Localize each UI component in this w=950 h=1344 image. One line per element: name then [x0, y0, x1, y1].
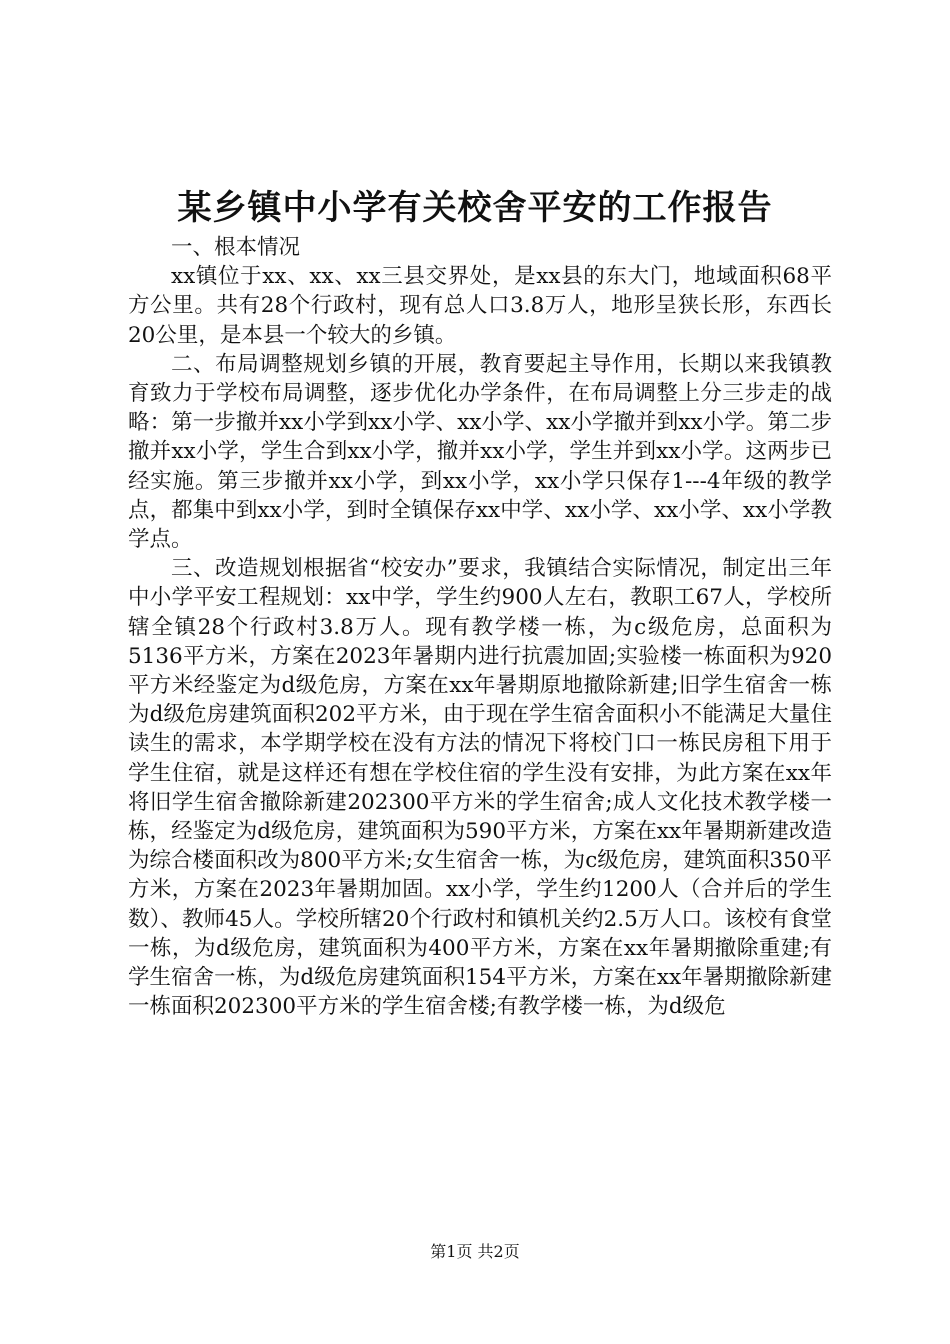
- paragraph-town-overview: xx镇位于xx、xx、xx三县交界处，是xx县的东大门，地域面积68平方公里。共有28个行政村，现有总人口3.8万人，地形呈狭长形，东西长20公里，是本县一个较大的乡镇。: [128, 264, 832, 348]
- document-body: [128, 233, 832, 1021]
- section-heading-basic-situation: 一、根本情况: [171, 235, 301, 260]
- paragraph-layout-adjustment: 二、布局调整规划乡镇的开展，教育要起主导作用，长期以来我镇教育致力于学校布局调整，逐步优化办学条件，在布局调整上分三步走的战略：第一步撤并xx小学到xx小学、xx小学、xx小学撤并到xx小学。第二步撤并xx小学，学生合到xx小学，撤并xx小学，学生并到xx小学。这两步已经实施。第三步撤并xx小学，到xx小学，xx小学只保存1---4年级的教学点，都集中到xx小学，到时全镇保存xx中学、xx小学、xx小学、xx小学教学点。: [128, 351, 832, 553]
- paragraph-renovation-plan: 三、改造规划根据省“校安办”要求，我镇结合实际情况，制定出三年中小学平安工程规划：xx中学，学生约900人左右，教职工67人，学校所辖全镇28个行政村3.8万人。现有教学楼一栋，为c级危房，总面积为5136平方米，方案在2023年暑期内进行抗震加固;实验楼一栋面积为920平方米经鉴定为d级危房，方案在xx年暑期原地撤除新建;旧学生宿舍一栋为d级危房建筑面积202平方米，由于现在学生宿舍面积小不能满足大量住读生的需求，本学期学校在没有方法的情况下将校门口一栋民房租下用于学生住宿，就是这样还有想在学校住宿的学生没有安排，为此方案在xx年将旧学生宿舍撤除新建202300平方米的学生宿舍;成人文化技术教学楼一栋，经鉴定为d级危房，建筑面积为590平方米，方案在xx年暑期新建改造为综合楼面积改为800平方米;女生宿舍一栋，为c级危房，建筑面积350平方米，方案在2023年暑期加固。xx小学，学生约1200人（合并后的学生数）、教师45人。学校所辖20个行政村和镇机关约2.5万人口。该校有食堂一栋，为d级危房，建筑面积为400平方米，方案在xx年暑期撤除重建;有学生宿舍一栋，为d级危房建筑面积154平方米，方案在xx年暑期撤除新建一栋面积202300平方米的学生宿舍楼;有教学楼一栋，为d级危: [128, 556, 832, 1020]
- page-number-footer: 第1页 共2页: [430, 1242, 520, 1261]
- document-title: 某乡镇中小学有关校舍平安的工作报告: [177, 188, 773, 228]
